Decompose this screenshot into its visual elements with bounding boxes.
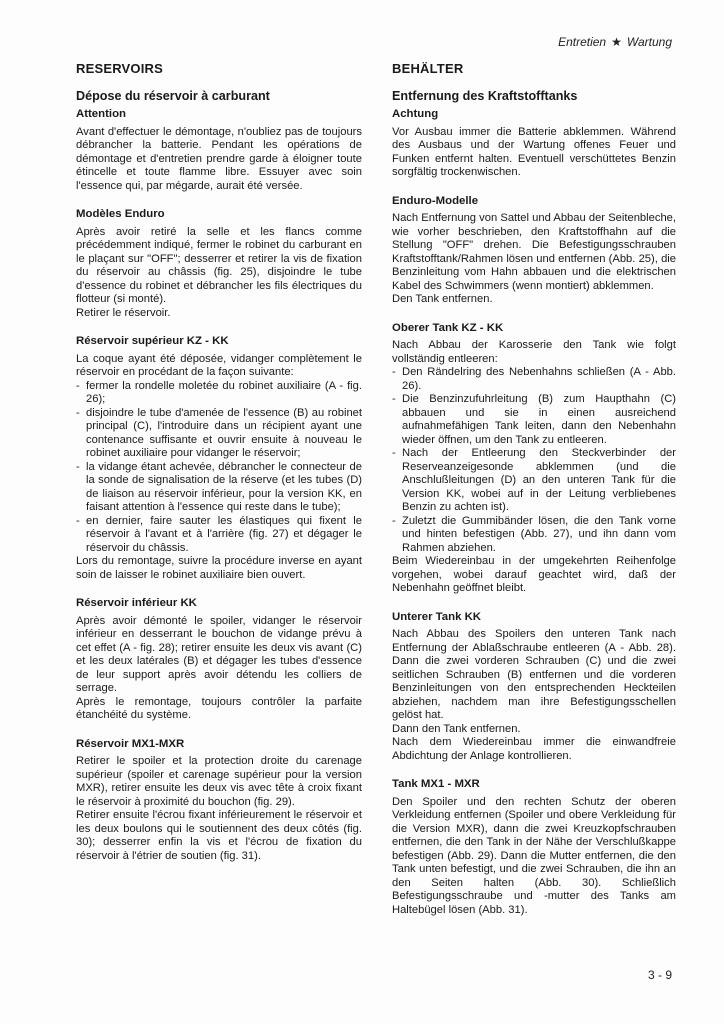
section-title-fr: RESERVOIRS	[76, 61, 164, 76]
paragraph: Den Tank entfernen.	[392, 293, 493, 305]
list-item: - fermer la rondelle moletée du robinet auxiliaire (A - fig. 26);	[76, 380, 362, 407]
heading: Modèles Enduro	[76, 208, 165, 220]
fr-attention	[76, 108, 362, 193]
paragraph: Avant d'effectuer le démontage, n'oubliez pas de toujours débrancher la batterie. Pendant les opérations de démontage et d'entretien prendre garde à éloigner toute étincelle et toute flamme libre. Essuyer avec soin l'essence qui, par mégarde, aurait été versée.	[76, 125, 362, 192]
section-subtitle-de: Entfernung des Kraftstofftanks	[392, 88, 578, 103]
star-icon: ★	[611, 35, 622, 49]
paragraph: Vor Ausbau immer die Batterie abklemmen. Während des Ausbaus und der Wartung offenes Feuer und Funken entfernt halten. Eventuell verschüttetes Benzin sorgfältig trockenwischen.	[392, 125, 676, 178]
list-item: - en dernier, faire sauter les élastiques qui fixent le réservoir à l'avant et à l'arrière (fig. 27) et dégager le réservoir du châssis.	[76, 515, 362, 556]
paragraph: Nach dem Wiedereinbau immer die einwandfreie Abdichtung der Anlage kontrollieren.	[392, 736, 676, 762]
paragraph: Après avoir démonté le spoiler, vidanger le réservoir inférieur en desserrant le bouchon de vidange prévu à cet effet (A - fig. 28); retirer ensuite les deux vis avant (C) et les deux latérales (B) et dégager les tubes d'essence de leur support après avoir détendu les colliers de serrage.	[76, 614, 362, 694]
german-column	[392, 62, 676, 932]
running-header	[558, 35, 672, 49]
de-upper-tank	[392, 322, 676, 596]
list-item: - Nach der Entleerung den Steckverbinder der Reserveanzeigesonde abklemmen (und die Anschlußleitungen (D) an den unteren Tank für die Version KK, wobei auf in der Leitung verbliebenes Benzin zu achten ist).	[392, 447, 676, 515]
de-mx1-tank	[392, 778, 676, 917]
paragraph: La coque ayant été déposée, vidanger complètement le réservoir en procédant de la façon suivante:	[76, 352, 362, 378]
header-left: Entretien	[558, 35, 607, 49]
list-item: - Den Rändelring des Nebenhahns schließen (A - Abb. 26).	[392, 366, 676, 393]
section-title-de: BEHÄLTER	[392, 61, 464, 76]
list-item: - la vidange étant achevée, débrancher le connecteur de la sonde de signalisation de la réserve (et les tubes (D) de liaison au réservoir inférieur, pour la version KK, en faisant attention à l'essence qui reste dans le tube);	[76, 461, 362, 515]
fr-mx1-tank	[76, 738, 362, 864]
paragraph: Nach Entfernung von Sattel und Abbau der Seitenbleche, wie vorher beschrieben, den Kraftstoffhahn auf die Stellung "OFF" drehen. Die Befestigungsschrauben Kraftstofftank/Rahmen lösen und entfernen (Abb. 25), die Benzinleitung vom Hahn abbauen und die elektrischen Kabel des Schwimmers (wenn montiert) abklemmen.	[392, 212, 676, 292]
header-right: Wartung	[626, 35, 672, 49]
paragraph: Retirer le réservoir.	[76, 306, 171, 319]
fr-lower-tank	[76, 597, 362, 723]
page-number: 3 - 9	[647, 968, 672, 982]
french-column	[76, 62, 362, 878]
heading: Enduro-Modelle	[392, 194, 479, 207]
paragraph: Beim Wiedereinbau in der umgekehrten Reihenfolge vorgehen, wobei darauf geachtet wird, daß der Nebenhahn geöffnet bleibt.	[392, 555, 676, 594]
list-item: - Zuletzt die Gummibänder lösen, die den Tank vorne und hinten befestigen (Abb. 27), und ihn dann vom Rahmen abziehen.	[392, 515, 676, 556]
paragraph: Retirer le spoiler et la protection droite du carenage supérieur (spoiler et carenage supérieur pour la version MXR), retirer ensuite les deux vis avec tête à croix fixant le réservoir à proximité du bouchon (fig. 29).	[76, 755, 362, 808]
heading: Réservoir MX1-MXR	[76, 737, 185, 750]
heading: Réservoir supérieur KZ - KK	[76, 335, 229, 347]
paragraph: Nach Abbau des Spoilers den unteren Tank nach Entfernung der Ablaßschraube entleeren (A - Abb. 28). Dann die zwei vorderen Schrauben (C) und die zwei seitlichen Schrauben (B) entfernen und die vorderen Benzinleitungen von den entsprechenden Heckteilen abziehen, nachdem man ihre Befestigungsschellen gelöst hat.	[392, 628, 676, 721]
fr-enduro	[76, 208, 362, 320]
heading: Unterer Tank KK	[392, 610, 482, 623]
list-item: - disjoindre le tube d'amenée de l'essence (B) au robinet principal (C), l'introduire dans un récipient ayant une contenance suffisante et ouvrir ensuite à nouveau le robinet auxiliaire pour vidanger le réservoir;	[76, 407, 362, 461]
paragraph: Den Spoiler und den rechten Schutz der oberen Verkleidung entfernen (Spoiler und obere Verkleidung für die Version MXR), dann die zwei Kreuzkopfschrauben entfernen, die den Tank in der Nähe der Verschlußkappe befestigen (Abb. 29). Dann die Mutter entfernen, die den Tank unten befestigt, und die zwei Schrauben, die ihn an den Seiten halten (Abb. 30). Schließlich Befestigungsschraube und -mutter des Tanks am Haltebügel lösen (Abb. 31).	[392, 795, 676, 916]
paragraph: Dann den Tank entfernen.	[392, 722, 521, 735]
de-achtung	[392, 108, 676, 180]
paragraph: Lors du remontage, suivre la procédure inverse en ayant soin de laisser le robinet auxiliaire bien ouvert.	[76, 555, 362, 581]
fr-upper-tank	[76, 335, 362, 582]
step-list	[392, 366, 676, 555]
list-item: - Die Benzinzufuhrleitung (B) zum Haupthahn (C) abbauen und sie in einen ausreichend aufnahmefähigen Tank leiten, dann den Nebenhahn wieder öffnen, um den Tank zu entleeren.	[392, 393, 676, 447]
paragraph: Après le remontage, toujours contrôler la parfaite étanchéité du système.	[76, 695, 362, 721]
paragraph: Retirer ensuite l'écrou fixant inférieurement le réservoir et les deux boulons qui le soutiennent des deux côtés (fig. 30); desserrer enfin la vis et l'écrou de fixation du réservoir à l'étrier de soutien (fig. 31).	[76, 809, 362, 862]
paragraph: Après avoir retiré la selle et les flancs comme précédemment indiqué, fermer le robinet du carburant en le plaçant sur "OFF"; desserrer et retirer la vis de fixation du réservoir au châssis (fig. 25), disjoindre le tube d'essence du robinet et débrancher les fils électriques du flotteur (si monté).	[76, 225, 362, 305]
section-subtitle-fr: Dépose du réservoir à carburant	[76, 88, 270, 103]
de-lower-tank	[392, 611, 676, 764]
heading: Tank MX1 - MXR	[392, 778, 480, 790]
heading: Oberer Tank KZ - KK	[392, 321, 504, 334]
heading: Attention	[76, 108, 126, 120]
heading: Achtung	[392, 108, 439, 120]
paragraph: Nach Abbau der Karosserie den Tank wie folgt vollständig entleeren:	[392, 339, 676, 365]
de-enduro	[392, 195, 676, 307]
step-list	[76, 380, 362, 556]
heading: Réservoir inférieur KK	[76, 597, 197, 609]
